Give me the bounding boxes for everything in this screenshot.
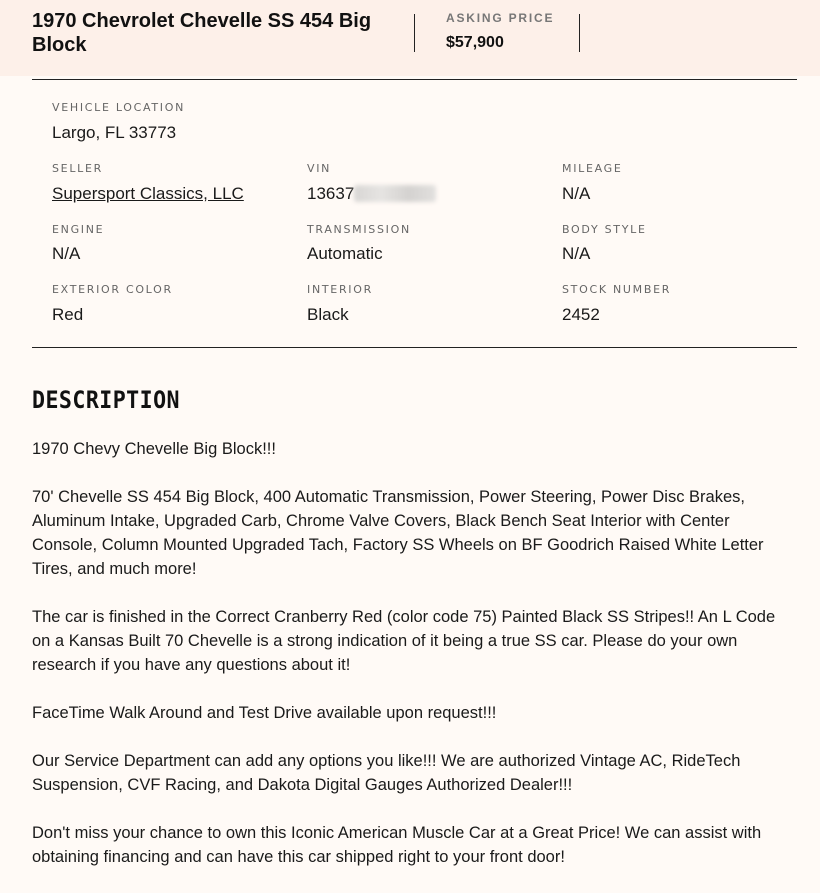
mileage-value: N/A: [562, 184, 591, 203]
exterior-color-label: EXTERIOR COLOR: [52, 283, 173, 296]
body-style-value: N/A: [562, 244, 591, 263]
description-paragraph: 70' Chevelle SS 454 Big Block, 400 Automatic Transmission, Power Steering, Power Disc Brakes, Aluminum Intake, Upgraded Carb, Chrome Valve Covers, Black Bench Seat Interior with Center Console, Column Mounted Upgraded Tach, Factory SS Wheels on BF Goodrich Raised White Letter Tires, and much more!: [32, 488, 764, 578]
header-rule: [32, 79, 797, 80]
engine-label: ENGINE: [52, 223, 105, 236]
stock-number-value: 2452: [562, 305, 600, 324]
seller-value: [52, 184, 244, 204]
description-paragraph: Don't miss your chance to own this Iconic American Muscle Car at a Great Price! We can assist with obtaining financing and can have this car shipped right to your front door!: [32, 824, 762, 866]
vehicle-location-value: Largo, FL 33773: [52, 123, 177, 142]
vehicle-location-label: VEHICLE LOCATION: [52, 101, 186, 114]
vin-value: [307, 184, 436, 204]
description-paragraph: FaceTime Walk Around and Test Drive available upon request!!!: [32, 704, 497, 722]
vin-visible-digits: 13637: [307, 184, 355, 203]
specs-rule: [32, 347, 797, 348]
listing-header: [0, 0, 820, 76]
asking-price-label: ASKING PRICE: [446, 11, 555, 25]
header-divider-left: [414, 14, 415, 52]
description-paragraph: The car is finished in the Correct Cranberry Red (color code 75) Painted Black SS Stripes!! An L Code on a Kansas Built 70 Chevelle is a strong indication of it being a true SS car. Please do your own research if you have any questions about it!: [32, 608, 776, 674]
interior-label: INTERIOR: [307, 283, 373, 296]
description-heading: DESCRIPTION: [32, 386, 181, 414]
mileage-label: MILEAGE: [562, 162, 623, 175]
description-body: [32, 437, 797, 893]
description-paragraph: Our Service Department can add any options you like!!! We are authorized Vintage AC, RideTech Suspension, CVF Racing, and Dakota Digital Gauges Authorized Dealer!!!: [32, 752, 741, 794]
seller-label: SELLER: [52, 162, 103, 175]
transmission-value: Automatic: [307, 244, 383, 263]
vin-label: VIN: [307, 162, 332, 175]
transmission-label: TRANSMISSION: [307, 223, 411, 236]
vin-redacted-blur: [354, 185, 436, 202]
listing-title: 1970 Chevrolet Chevelle SS 454 Big Block: [32, 10, 372, 56]
exterior-color-value: Red: [52, 305, 84, 324]
description-paragraph: 1970 Chevy Chevelle Big Block!!!: [32, 440, 276, 458]
interior-value: Black: [307, 305, 349, 324]
asking-price-value: $57,900: [446, 34, 504, 51]
seller-link[interactable]: Supersport Classics, LLC: [52, 184, 244, 203]
engine-value: N/A: [52, 244, 81, 263]
stock-number-label: STOCK NUMBER: [562, 283, 672, 296]
header-divider-right: [579, 14, 580, 52]
body-style-label: BODY STYLE: [562, 223, 647, 236]
